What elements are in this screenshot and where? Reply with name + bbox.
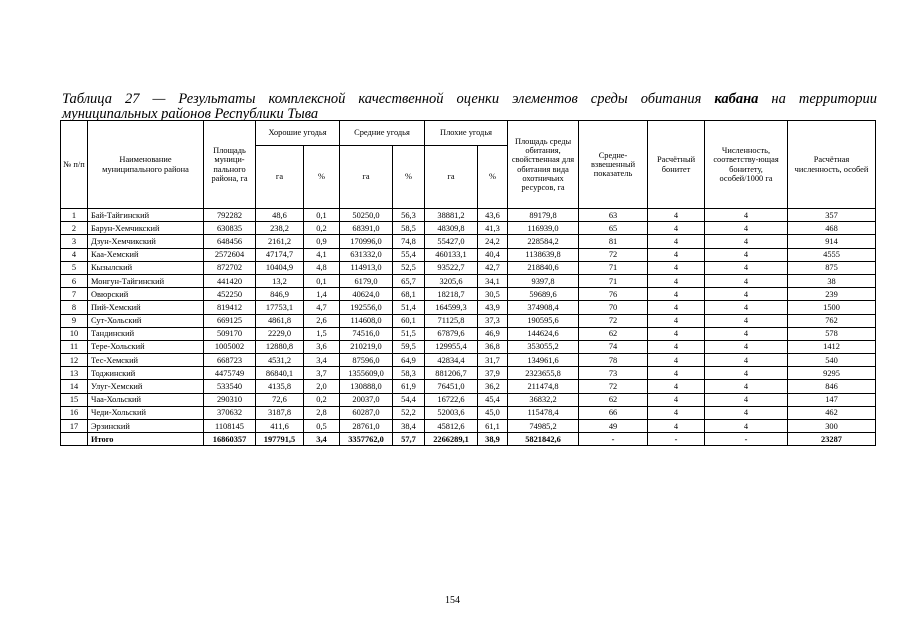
table-row [61,340,876,353]
district-area: 2572604 [204,248,256,261]
weighted-index: 72 [579,314,648,327]
estimated-count: 1412 [788,340,876,353]
district-area: 370632 [204,406,256,419]
bonitet: 4 [648,235,705,248]
table-row [61,327,876,340]
medium-ha: 28761,0 [340,420,393,433]
district-area: 872702 [204,261,256,274]
density: 4 [705,327,788,340]
medium-ha: 210219,0 [340,340,393,353]
medium-ha: 170996,0 [340,235,393,248]
header-bad-pct: % [478,146,508,209]
bad-ha: 3205,6 [425,274,478,287]
row-number: 1 [61,209,88,222]
density: 4 [705,222,788,235]
density: 4 [705,420,788,433]
habitat-area: 353055,2 [508,340,579,353]
weighted-index: 62 [579,327,648,340]
medium-pct: 54,4 [393,393,425,406]
header-medium-ha: га [340,146,393,209]
row-number: 17 [61,420,88,433]
good-pct: 4,7 [304,301,340,314]
header-good-ha: га [256,146,304,209]
density: 4 [705,261,788,274]
bad-pct: 43,9 [478,301,508,314]
density: 4 [705,367,788,380]
bonitet: 4 [648,327,705,340]
bad-ha: 45812,6 [425,420,478,433]
table-row [61,288,876,301]
density: - [705,433,788,446]
weighted-index: 74 [579,340,648,353]
district-area: 669125 [204,314,256,327]
bonitet: 4 [648,274,705,287]
good-ha: 13,2 [256,274,304,287]
row-number: 7 [61,288,88,301]
habitat-area: 144624,6 [508,327,579,340]
good-ha: 197791,5 [256,433,304,446]
bonitet: - [648,433,705,446]
table-row [61,380,876,393]
estimated-count: 468 [788,222,876,235]
bonitet: 4 [648,261,705,274]
good-ha: 72,6 [256,393,304,406]
good-pct: 0,1 [304,274,340,287]
row-number: 13 [61,367,88,380]
estimated-count: 38 [788,274,876,287]
row-number: 6 [61,274,88,287]
row-number: 12 [61,354,88,367]
district-area: 533540 [204,380,256,393]
table-total-row [61,433,876,446]
row-number: 14 [61,380,88,393]
bad-pct: 24,2 [478,235,508,248]
bonitet: 4 [648,222,705,235]
bad-pct: 34,1 [478,274,508,287]
estimated-count: 762 [788,314,876,327]
habitat-area: 36832,2 [508,393,579,406]
density: 4 [705,340,788,353]
good-pct: 4,8 [304,261,340,274]
medium-ha: 20037,0 [340,393,393,406]
bad-pct: 31,7 [478,354,508,367]
weighted-index: 72 [579,248,648,261]
table-row [61,354,876,367]
bonitet: 4 [648,420,705,433]
habitat-area: 228584,2 [508,235,579,248]
estimated-count: 23287 [788,433,876,446]
medium-pct: 58,3 [393,367,425,380]
weighted-index: 76 [579,288,648,301]
table-row [61,235,876,248]
bad-pct: 61,1 [478,420,508,433]
bad-pct: 45,0 [478,406,508,419]
estimated-count: 239 [788,288,876,301]
habitat-area: 59689,6 [508,288,579,301]
estimated-count: 846 [788,380,876,393]
bonitet: 4 [648,209,705,222]
habitat-area: 218840,6 [508,261,579,274]
habitat-area: 89179,8 [508,209,579,222]
density: 4 [705,209,788,222]
weighted-index: 71 [579,274,648,287]
bonitet: 4 [648,380,705,393]
row-number: 5 [61,261,88,274]
weighted-index: 66 [579,406,648,419]
table-row [61,209,876,222]
bad-ha: 55427,0 [425,235,478,248]
estimated-count: 914 [788,235,876,248]
bonitet: 4 [648,340,705,353]
district-area: 441420 [204,274,256,287]
district-name: Монгун-Тайгинский [88,274,204,287]
good-pct: 0,9 [304,235,340,248]
medium-pct: 55,4 [393,248,425,261]
bad-ha: 460133,1 [425,248,478,261]
weighted-index: 62 [579,393,648,406]
table-row [61,261,876,274]
header-bad: Плохие угодья [425,121,508,146]
bad-ha: 18218,7 [425,288,478,301]
district-area: 668723 [204,354,256,367]
medium-ha: 87596,0 [340,354,393,367]
bad-ha: 2266289,1 [425,433,478,446]
estimated-count: 4555 [788,248,876,261]
medium-pct: 58,5 [393,222,425,235]
good-pct: 4,1 [304,248,340,261]
good-pct: 0,5 [304,420,340,433]
habitat-area: 374908,4 [508,301,579,314]
habitat-area: 190595,6 [508,314,579,327]
weighted-index: 71 [579,261,648,274]
habitat-area: 134961,6 [508,354,579,367]
row-number: 8 [61,301,88,314]
bad-pct: 36,2 [478,380,508,393]
density: 4 [705,248,788,261]
medium-pct: 51,4 [393,301,425,314]
table-row [61,406,876,419]
habitat-area: 211474,8 [508,380,579,393]
table-row [61,222,876,235]
district-name: Тес-Хемский [88,354,204,367]
medium-ha: 192556,0 [340,301,393,314]
medium-ha: 114608,0 [340,314,393,327]
table-row [61,301,876,314]
medium-ha: 631332,0 [340,248,393,261]
bonitet: 4 [648,288,705,301]
good-ha: 2229,0 [256,327,304,340]
header-medium: Средние угодья [340,121,425,146]
density: 4 [705,406,788,419]
bad-pct: 37,3 [478,314,508,327]
bad-ha: 76451,0 [425,380,478,393]
district-area: 1108145 [204,420,256,433]
bonitet: 4 [648,248,705,261]
estimated-count: 9295 [788,367,876,380]
good-ha: 846,9 [256,288,304,301]
row-number: 15 [61,393,88,406]
habitat-area: 74985,2 [508,420,579,433]
weighted-index: - [579,433,648,446]
table-caption [62,92,877,122]
habitat-area: 116939,0 [508,222,579,235]
district-name: Дзун-Хемчикский [88,235,204,248]
good-ha: 4861,8 [256,314,304,327]
estimated-count: 578 [788,327,876,340]
good-ha: 4531,2 [256,354,304,367]
bad-pct: 40,4 [478,248,508,261]
good-ha: 10404,9 [256,261,304,274]
bad-pct: 30,5 [478,288,508,301]
good-ha: 17753,1 [256,301,304,314]
bad-pct: 38,9 [478,433,508,446]
good-pct: 3,6 [304,340,340,353]
header-bad-ha: га [425,146,478,209]
medium-ha: 1355609,0 [340,367,393,380]
medium-ha: 6179,0 [340,274,393,287]
habitat-area: 115478,4 [508,406,579,419]
estimated-count: 147 [788,393,876,406]
medium-pct: 51,5 [393,327,425,340]
good-pct: 3,4 [304,433,340,446]
habitat-area: 5821842,6 [508,433,579,446]
district-area: 290310 [204,393,256,406]
weighted-index: 72 [579,380,648,393]
bonitet: 4 [648,406,705,419]
weighted-index: 65 [579,222,648,235]
medium-ha: 68391,0 [340,222,393,235]
estimated-count: 462 [788,406,876,419]
header-num: № п/п [61,121,88,209]
bad-ha: 881206,7 [425,367,478,380]
weighted-index: 49 [579,420,648,433]
density: 4 [705,354,788,367]
good-pct: 2,6 [304,314,340,327]
weighted-index: 63 [579,209,648,222]
medium-pct: 60,1 [393,314,425,327]
good-pct: 0,2 [304,222,340,235]
district-area: 4475749 [204,367,256,380]
medium-pct: 61,9 [393,380,425,393]
medium-ha: 3357762,0 [340,433,393,446]
good-ha: 3187,8 [256,406,304,419]
medium-pct: 56,3 [393,209,425,222]
estimated-count: 540 [788,354,876,367]
medium-pct: 59,5 [393,340,425,353]
table-row [61,367,876,380]
district-name: Чаа-Хольский [88,393,204,406]
bonitet: 4 [648,367,705,380]
good-pct: 3,7 [304,367,340,380]
header-weighted: Средне-взвешенный показатель [579,121,648,209]
row-number: 10 [61,327,88,340]
caption-line-2: муниципальных районов Республики Тыва [62,106,319,122]
header-name: Наименование муниципального района [88,121,204,209]
bad-pct: 43,6 [478,209,508,222]
bad-pct: 45,4 [478,393,508,406]
weighted-index: 73 [579,367,648,380]
medium-pct: 57,7 [393,433,425,446]
header-medium-pct: % [393,146,425,209]
district-name: Улуг-Хемский [88,380,204,393]
bad-ha: 93522,7 [425,261,478,274]
bad-ha: 38881,2 [425,209,478,222]
row-number: 16 [61,406,88,419]
district-name: Итого [88,433,204,446]
caption-line-1: Таблица 27 — Результаты комплексной качественной оценки элементов среды обитания кабана на территории [62,91,877,107]
good-pct: 1,5 [304,327,340,340]
bad-ha: 67879,6 [425,327,478,340]
weighted-index: 78 [579,354,648,367]
district-name: Тоджинский [88,367,204,380]
table-row [61,393,876,406]
header-count: Расчётная численность, особей [788,121,876,209]
header-good: Хорошие угодья [256,121,340,146]
good-ha: 48,6 [256,209,304,222]
good-ha: 411,6 [256,420,304,433]
row-number [61,433,88,446]
district-name: Овюрский [88,288,204,301]
density: 4 [705,380,788,393]
district-name: Тере-Хольский [88,340,204,353]
district-area: 452250 [204,288,256,301]
habitat-area: 2323655,8 [508,367,579,380]
district-name: Сут-Хольский [88,314,204,327]
row-number: 11 [61,340,88,353]
page-number: 154 [445,595,460,606]
good-ha: 4135,8 [256,380,304,393]
district-area: 16860357 [204,433,256,446]
bonitet: 4 [648,354,705,367]
bad-ha: 52003,6 [425,406,478,419]
bonitet: 4 [648,301,705,314]
bad-pct: 37,9 [478,367,508,380]
table-row [61,274,876,287]
header-good-pct: % [304,146,340,209]
bad-pct: 36,8 [478,340,508,353]
row-number: 3 [61,235,88,248]
district-name: Кызылский [88,261,204,274]
bad-ha: 129955,4 [425,340,478,353]
estimated-count: 300 [788,420,876,433]
header-density: Численность, соответству-ющая бонитету, особей/1000 га [705,121,788,209]
district-area: 509170 [204,327,256,340]
good-ha: 47174,7 [256,248,304,261]
good-ha: 238,2 [256,222,304,235]
good-ha: 2161,2 [256,235,304,248]
header-area: Площадь муници-пального района, га [204,121,256,209]
density: 4 [705,301,788,314]
estimated-count: 875 [788,261,876,274]
density: 4 [705,274,788,287]
medium-ha: 60287,0 [340,406,393,419]
good-pct: 0,1 [304,209,340,222]
bad-ha: 16722,6 [425,393,478,406]
district-name: Тандинский [88,327,204,340]
district-name: Каа-Хемский [88,248,204,261]
density: 4 [705,235,788,248]
estimated-count: 1500 [788,301,876,314]
district-area: 1005002 [204,340,256,353]
medium-ha: 74516,0 [340,327,393,340]
district-area: 630835 [204,222,256,235]
medium-ha: 130888,0 [340,380,393,393]
medium-pct: 52,2 [393,406,425,419]
table-row [61,420,876,433]
medium-pct: 65,7 [393,274,425,287]
medium-ha: 50250,0 [340,209,393,222]
district-name: Чеди-Хольский [88,406,204,419]
bonitet: 4 [648,314,705,327]
district-area: 648456 [204,235,256,248]
habitat-assessment-table [60,120,876,446]
medium-ha: 114913,0 [340,261,393,274]
district-name: Барун-Хемчикский [88,222,204,235]
header-habitat: Площадь среды обитания, свойственная для обитания вида охотничьих ресурсов, га [508,121,579,209]
table-body [61,209,876,446]
district-name: Пий-Хемский [88,301,204,314]
estimated-count: 357 [788,209,876,222]
row-number: 4 [61,248,88,261]
density: 4 [705,314,788,327]
medium-pct: 74,8 [393,235,425,248]
medium-ha: 40624,0 [340,288,393,301]
good-pct: 1,4 [304,288,340,301]
good-ha: 12880,8 [256,340,304,353]
table-row [61,314,876,327]
bad-ha: 71125,8 [425,314,478,327]
row-number: 9 [61,314,88,327]
caption-species: кабана [714,91,759,107]
district-name: Бай-Тайгинский [88,209,204,222]
good-pct: 2,0 [304,380,340,393]
weighted-index: 70 [579,301,648,314]
medium-pct: 64,9 [393,354,425,367]
weighted-index: 81 [579,235,648,248]
habitat-area: 1138639,8 [508,248,579,261]
medium-pct: 38,4 [393,420,425,433]
habitat-area: 9397,8 [508,274,579,287]
medium-pct: 52,5 [393,261,425,274]
row-number: 2 [61,222,88,235]
bad-ha: 42834,4 [425,354,478,367]
good-pct: 2,8 [304,406,340,419]
bonitet: 4 [648,393,705,406]
density: 4 [705,393,788,406]
bad-pct: 42,7 [478,261,508,274]
table-row [61,248,876,261]
district-name: Эрзинский [88,420,204,433]
district-area: 819412 [204,301,256,314]
bad-pct: 46,9 [478,327,508,340]
bad-pct: 41,3 [478,222,508,235]
bad-ha: 164599,3 [425,301,478,314]
good-ha: 86840,1 [256,367,304,380]
medium-pct: 68,1 [393,288,425,301]
density: 4 [705,288,788,301]
good-pct: 3,4 [304,354,340,367]
good-pct: 0,2 [304,393,340,406]
header-bonitet: Расчётный бонитет [648,121,705,209]
district-area: 792282 [204,209,256,222]
bad-ha: 48309,8 [425,222,478,235]
